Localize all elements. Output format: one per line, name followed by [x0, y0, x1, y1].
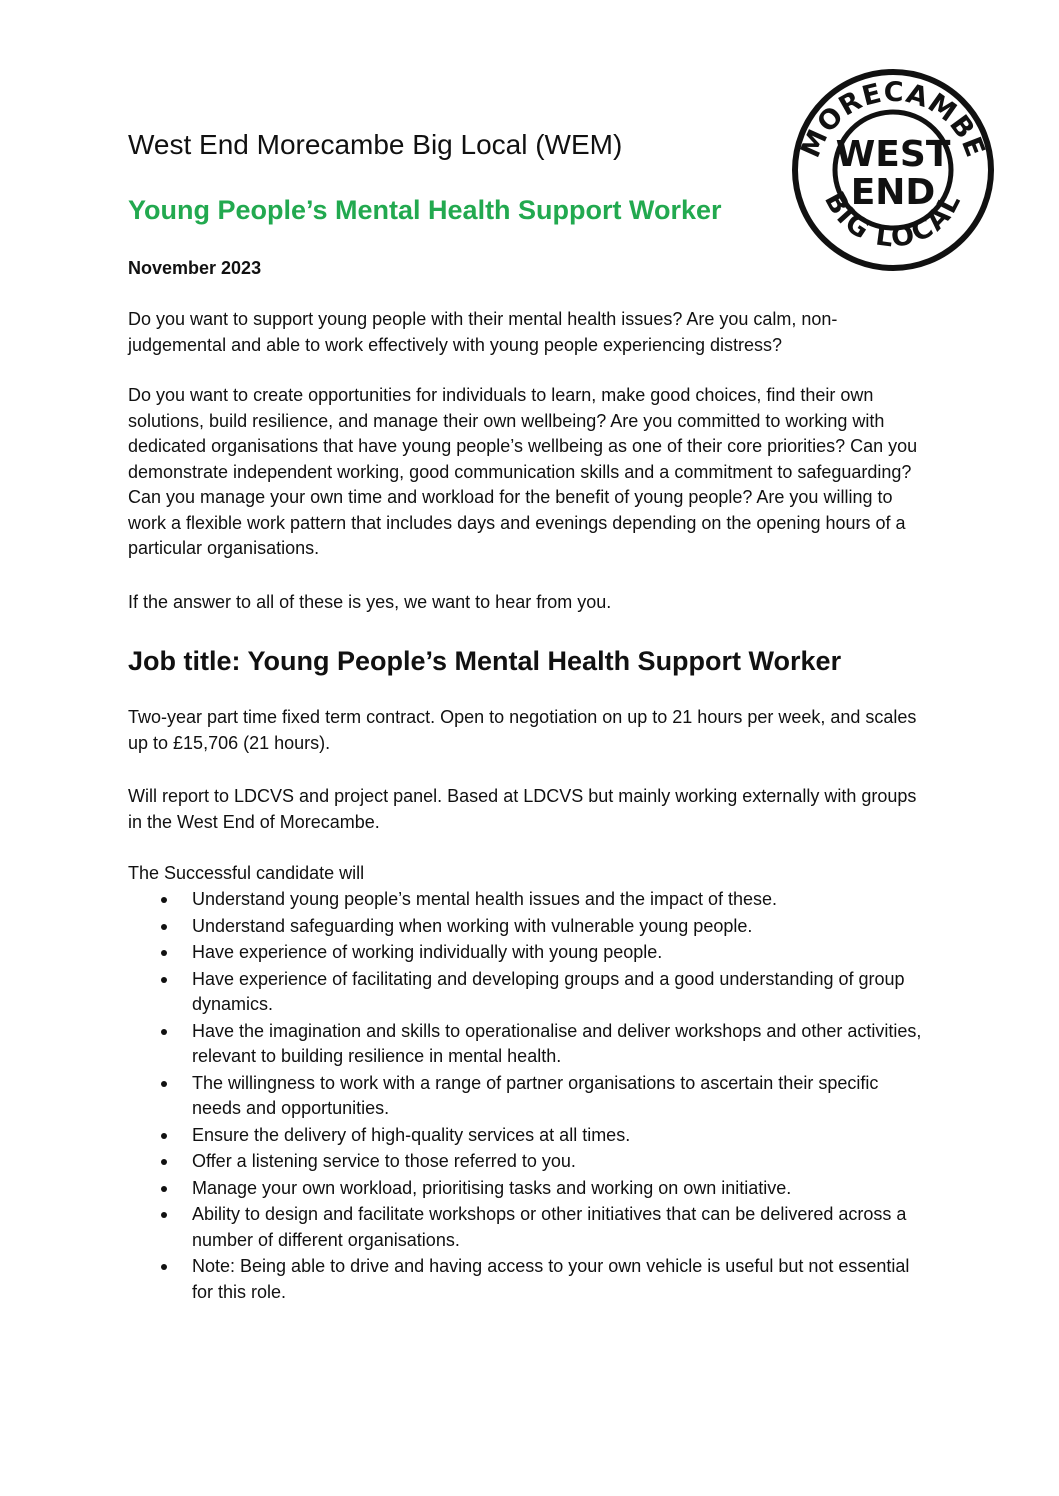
- intro-paragraph-3: If the answer to all of these is yes, we want to hear from you.: [128, 592, 612, 612]
- job-title-heading: Job title: Young People’s Mental Health Support Worker: [128, 646, 842, 676]
- bullet-icon: [161, 1133, 167, 1139]
- contract-paragraph: Two-year part time fixed term contract. Open to negotiation on up to 21 hours per week, and scales up to £15,706 (21 hours).: [128, 707, 917, 753]
- bullet-icon: [161, 977, 167, 983]
- list-item: Understand safeguarding when working with vulnerable young people.: [128, 914, 928, 940]
- bullet-icon: [161, 1264, 167, 1270]
- list-item: Have experience of facilitating and developing groups and a good understanding of group dynamics.: [128, 967, 928, 1018]
- list-item: Understand young people’s mental health issues and the impact of these.: [128, 887, 928, 913]
- list-item: Ensure the delivery of high-quality services at all times.: [128, 1123, 928, 1149]
- logo-text-top: MORECAMBE: [795, 76, 991, 163]
- logo-text-west: WEST: [835, 134, 951, 175]
- list-item: The willingness to work with a range of partner organisations to ascertain their specific needs and opportunities.: [128, 1071, 928, 1122]
- list-item: Have the imagination and skills to operationalise and deliver workshops and other activities, relevant to building resilience in mental health.: [128, 1019, 928, 1070]
- document-date: November 2023: [128, 258, 262, 278]
- candidate-intro: The Successful candidate will: [128, 863, 365, 883]
- job-heading: Young People’s Mental Health Support Worker: [128, 195, 722, 225]
- bullet-icon: [161, 1212, 167, 1218]
- intro-paragraph-2: Do you want to create opportunities for individuals to learn, make good choices, find their own solutions, build resilience, and manage their own wellbeing? Are you committed to working with dedicated organisations that have young people’s wellbeing as one of their core priorities? Can you demonstrate independent working, good communication skills and a commitment to safeguarding? Can you manage your own time and workload for the benefit of young people? Are you willing to work a flexible work pattern that includes days and evenings depending on the opening hours of a particular organisations.: [128, 385, 918, 558]
- intro-paragraph-1: Do you want to support young people with their mental health issues? Are you calm, non-judgemental and able to work effectively with young people experiencing distress?: [128, 309, 838, 355]
- bullet-icon: [161, 897, 167, 903]
- bullet-icon: [161, 950, 167, 956]
- bullet-icon: [161, 1159, 167, 1165]
- list-item: Manage your own workload, prioritising tasks and working on own initiative.: [128, 1176, 928, 1202]
- bullet-icon: [161, 1081, 167, 1087]
- list-item: Ability to design and facilitate workshops or other initiatives that can be delivered across a number of different organisations.: [128, 1202, 928, 1253]
- reporting-paragraph: Will report to LDCVS and project panel. Based at LDCVS but mainly working externally with groups in the West End of Morecambe.: [128, 786, 917, 832]
- requirements-list: [128, 887, 928, 1306]
- organisation-title: West End Morecambe Big Local (WEM): [128, 129, 623, 160]
- bullet-icon: [161, 924, 167, 930]
- list-item: Have experience of working individually with young people.: [128, 940, 928, 966]
- logo-text-end: END: [850, 172, 936, 213]
- logo-text-bottom: BIG LOCAL: [818, 186, 968, 255]
- list-item: Offer a listening service to those referred to you.: [128, 1149, 928, 1175]
- bullet-icon: [161, 1029, 167, 1035]
- west-end-big-local-logo: [786, 68, 1000, 272]
- list-item: Note: Being able to drive and having access to your own vehicle is useful but not essential for this role.: [128, 1254, 928, 1305]
- bullet-icon: [161, 1186, 167, 1192]
